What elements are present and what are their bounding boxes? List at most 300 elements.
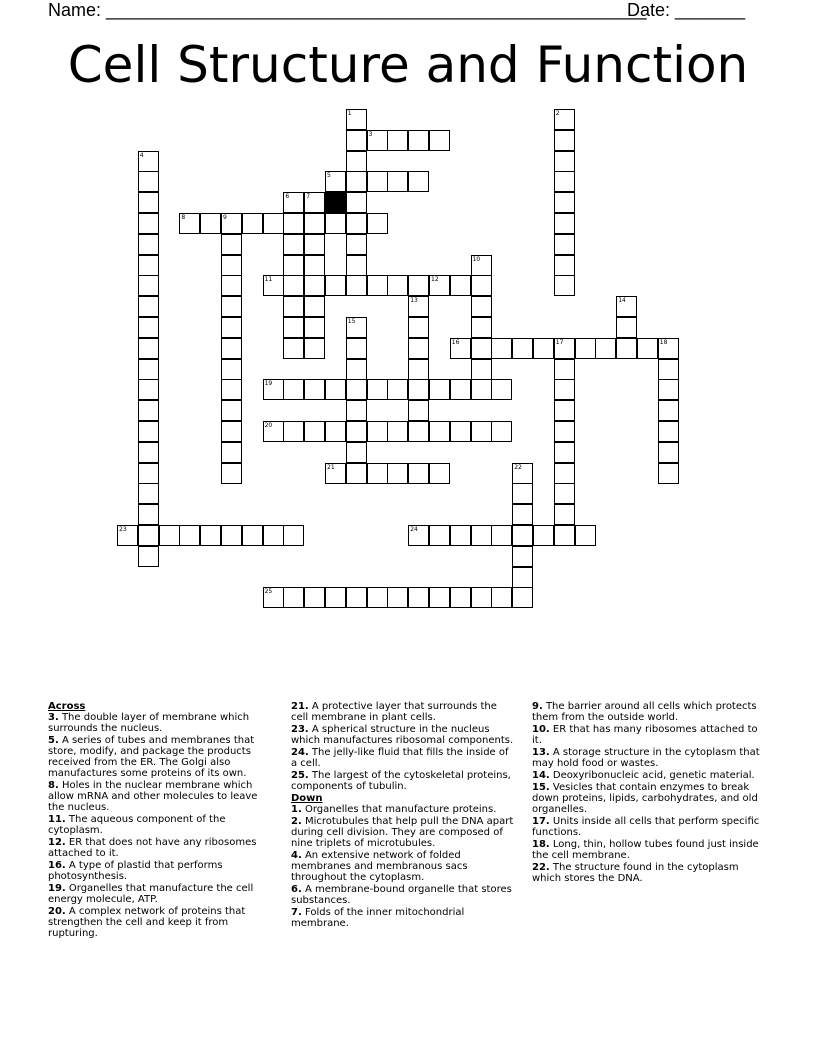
clue-number-label: 18. [532,839,550,850]
grid-cell[interactable] [325,379,346,400]
grid-cell[interactable] [387,587,408,608]
grid-cell[interactable] [471,525,492,546]
grid-cell[interactable] [325,463,346,484]
clue-number: 12 [431,276,439,284]
name-line: Name: ______________________________________________________ [48,0,647,20]
clue-number: 8 [181,214,186,221]
grid-cell[interactable] [304,213,325,234]
grid-cell[interactable] [387,379,408,400]
clue-text: Long, thin, hollow tubes found just inside the cell membrane. [532,839,759,861]
clue-number: 9 [223,214,227,221]
clue-number-label: 11. [48,814,66,825]
clues-column-1 [48,701,270,940]
grid-cell[interactable] [138,421,159,442]
clue-number: 20 [264,422,273,429]
clue [532,770,768,781]
clue [48,837,270,859]
clue-text: The largest of the cytoskeletal proteins, components of tubulin. [291,770,511,792]
grid-cell[interactable] [658,442,679,463]
clue [48,906,270,939]
grid-cell[interactable] [304,234,325,255]
grid-cell[interactable] [471,421,492,442]
grid-cell[interactable] [346,234,367,255]
clue-number-label: 17. [532,816,550,827]
clue-text: A spherical structure in the nucleus which manufactures ribosomal components. [291,724,514,746]
grid-cell[interactable] [325,171,346,192]
clue-number: 7 [306,193,311,201]
grid-cell[interactable] [554,525,575,546]
clue [291,816,517,849]
grid-cell[interactable] [554,255,575,276]
grid-cell[interactable] [200,213,221,234]
grid-cell[interactable] [221,463,242,484]
clue-number: 2 [555,110,560,117]
clue-number: 1 [347,110,352,117]
grid-cell[interactable] [512,567,533,588]
grid-cell[interactable] [346,171,367,192]
grid-cell[interactable] [429,463,450,484]
clue-text: The barrier around all cells which protects them from the outside world. [532,701,757,723]
clue [291,724,517,746]
grid-cell[interactable] [263,213,284,234]
grid-cell[interactable] [408,275,429,296]
clue-number: 21 [327,463,335,471]
grid-cell[interactable] [221,234,242,255]
clue-number-label: 24. [291,747,309,758]
grid-cell[interactable] [554,442,575,463]
grid-cell[interactable] [304,255,325,276]
grid-cell[interactable] [346,317,367,338]
grid-cell[interactable] [554,379,575,400]
grid-cell[interactable] [471,379,492,400]
clue-number: 24 [410,526,418,533]
grid-cell[interactable] [408,338,429,359]
grid-cell[interactable] [575,525,596,546]
grid-cell[interactable] [658,338,679,359]
clue-text: Vesicles that contain enzymes to break down proteins, lipids, carbohydrates, and old organelles. [532,782,758,815]
clue-text: The structure found in the cytoplasm which stores the DNA. [532,862,739,884]
clues-column-3 [532,701,768,885]
grid-cell[interactable] [283,213,304,234]
grid-cell[interactable] [138,213,159,234]
clue-text: The jelly-like fluid that fills the inside of a cell. [291,747,509,769]
page-title: Cell Structure and Function [67,36,749,94]
clue-text: A complex network of proteins that strengthen the cell and keep it from rupturing. [48,906,246,939]
grid-cell[interactable] [304,587,325,608]
grid-cell[interactable] [346,275,367,296]
grid-cell[interactable] [554,109,575,130]
grid-cell[interactable] [616,317,637,338]
grid-cell[interactable] [658,359,679,380]
grid-cell[interactable] [367,130,388,151]
grid-cell[interactable] [408,400,429,421]
grid-cell[interactable] [658,463,679,484]
grid-cell[interactable] [554,151,575,172]
clue-text: An extensive network of folded membranes and membranous sacs throughout the cytoplasm. [291,850,468,883]
clue [532,862,768,884]
clue-number: 18 [659,338,668,346]
clue-number: 6 [285,193,290,201]
grid-cell[interactable] [138,151,159,172]
grid-cell[interactable] [263,421,284,442]
grid-cell[interactable] [179,213,200,234]
clue [291,804,517,815]
grid-cell[interactable] [408,463,429,484]
grid-cell[interactable] [595,338,616,359]
grid-cell[interactable] [408,421,429,442]
grid-cell[interactable] [200,525,221,546]
grid-cell[interactable] [283,275,304,296]
grid-cell[interactable] [179,525,200,546]
grid-cell[interactable] [325,421,346,442]
clue-number: 19 [264,380,273,388]
grid-cell[interactable] [554,192,575,213]
grid-cell[interactable] [138,255,159,276]
grid-cell[interactable] [346,379,367,400]
clue-number-label: 16. [48,860,66,871]
grid-cell[interactable] [450,379,471,400]
clue-number-label: 5. [48,735,59,746]
grid-cell[interactable] [554,483,575,504]
clue-number: 4 [139,151,144,159]
clue-number: 16 [451,338,460,346]
grid-cell[interactable] [658,421,679,442]
grid-cell[interactable] [263,379,284,400]
grid-cell[interactable] [304,192,325,213]
grid-cell[interactable] [471,587,492,608]
grid-cell[interactable] [346,151,367,172]
grid-cell[interactable] [283,317,304,338]
grid-cell[interactable] [367,587,388,608]
grid-cell[interactable] [263,275,284,296]
grid-cell[interactable] [408,379,429,400]
clue [48,883,270,905]
grid-cell[interactable] [367,421,388,442]
grid-cell[interactable] [575,338,596,359]
clue-number-label: 14. [532,770,550,781]
grid-cell[interactable] [554,171,575,192]
clues-column-2 [291,701,517,930]
clue-number: 10 [472,255,481,263]
grid-cell[interactable] [554,421,575,442]
grid-cell[interactable] [138,546,159,567]
clue-text: ER that has many ribosomes attached to it. [532,724,758,746]
clue-number: 14 [618,297,626,305]
grid-cell[interactable] [471,338,492,359]
grid-cell[interactable] [512,504,533,525]
clue [532,782,768,815]
grid-cell[interactable] [367,275,388,296]
grid-cell[interactable] [346,192,367,213]
clue-number-label: 25. [291,770,309,781]
grid-cell[interactable] [450,275,471,296]
grid-cell[interactable] [512,463,533,484]
clue-number-label: 1. [291,804,302,815]
grid-cell[interactable] [429,130,450,151]
grid-cell[interactable] [387,275,408,296]
clue-text: A protective layer that surrounds the cell membrane in plant cells. [291,701,497,723]
grid-cell[interactable] [221,213,242,234]
grid-cell[interactable] [138,379,159,400]
grid-cell[interactable] [221,296,242,317]
grid-cell[interactable] [138,234,159,255]
grid-cell[interactable] [471,317,492,338]
clue-text: Organelles that manufacture proteins. [301,804,497,815]
grid-cell[interactable] [263,525,284,546]
clue-number-label: 6. [291,884,302,895]
clue-number: 17 [555,338,564,346]
grid-cell[interactable] [138,338,159,359]
grid-cell[interactable] [283,379,304,400]
grid-cell[interactable] [387,421,408,442]
grid-cell[interactable] [616,338,637,359]
grid-cell[interactable] [138,504,159,525]
grid-cell[interactable] [408,359,429,380]
clue [48,780,270,813]
grid-cell[interactable] [138,525,159,546]
grid-cell[interactable] [429,525,450,546]
grid-cell[interactable] [512,483,533,504]
grid-cell[interactable] [138,296,159,317]
grid-cell[interactable] [554,504,575,525]
grid-cell[interactable] [346,463,367,484]
grid-cell[interactable] [491,525,512,546]
grid-cell[interactable] [616,296,637,317]
grid-cell[interactable] [346,338,367,359]
grid-cell[interactable] [554,234,575,255]
grid-cell[interactable] [138,192,159,213]
grid-cell[interactable] [221,525,242,546]
clue [291,907,517,929]
clue-number: 15 [347,318,356,325]
clue-text: Holes in the nuclear membrane which allow mRNA and other molecules to leave the nucleus. [48,780,258,813]
grid-cell[interactable] [138,442,159,463]
grid-cell[interactable] [408,296,429,317]
clue-text: A storage structure in the cytoplasm that may hold food or wastes. [532,747,760,769]
grid-cell[interactable] [554,275,575,296]
grid-cell[interactable] [367,379,388,400]
grid-cell[interactable] [658,379,679,400]
grid-cell[interactable] [221,317,242,338]
grid-cell[interactable] [325,275,346,296]
clue-number-label: 4. [291,850,302,861]
grid-cell[interactable] [242,525,263,546]
clue-text: Deoxyribonucleic acid, genetic material. [549,770,755,781]
clue [532,839,768,861]
grid-cell[interactable] [471,255,492,276]
grid-cell[interactable] [304,379,325,400]
down-heading: Down [291,793,323,804]
clue-number-label: 21. [291,701,309,712]
grid-cell[interactable] [283,338,304,359]
clue-number-label: 19. [48,883,66,894]
grid-cell[interactable] [346,587,367,608]
clue-number-label: 13. [532,747,550,758]
clue-number: 23 [119,526,127,533]
clue [291,770,517,792]
clue-text: ER that does not have any ribosomes attached to it. [48,837,257,859]
grid-cell[interactable] [346,421,367,442]
clue-number-label: 22. [532,862,550,873]
grid-cell[interactable] [346,109,367,130]
grid-cell[interactable] [346,359,367,380]
grid-cell[interactable] [138,463,159,484]
grid-cell[interactable] [408,525,429,546]
grid-cell[interactable] [221,255,242,276]
clue-number-label: 3. [48,712,59,723]
grid-cell[interactable] [367,213,388,234]
grid-cell[interactable] [429,379,450,400]
grid-cell[interactable] [512,546,533,567]
grid-cell[interactable] [512,338,533,359]
grid-cell[interactable] [471,275,492,296]
grid-cell[interactable] [221,421,242,442]
grid-cell[interactable] [512,587,533,608]
grid-cell[interactable] [408,317,429,338]
grid-cell[interactable] [533,338,554,359]
clue [48,814,270,836]
clue-number: 11 [264,276,273,284]
grid-cell[interactable] [263,587,284,608]
grid-cell[interactable] [325,213,346,234]
clue-number-label: 2. [291,816,302,827]
grid-cell[interactable] [429,587,450,608]
grid-cell[interactable] [283,234,304,255]
grid-cell[interactable] [471,296,492,317]
grid-cell[interactable] [283,421,304,442]
clue-text: The aqueous component of the cytoplasm. [48,814,226,836]
grid-cell[interactable] [304,317,325,338]
grid-cell[interactable] [408,130,429,151]
grid-cell[interactable] [554,359,575,380]
grid-cell[interactable] [117,525,138,546]
grid-cell[interactable] [450,587,471,608]
grid-cell[interactable] [491,379,512,400]
across-heading: Across [48,701,86,712]
grid-cell[interactable] [346,255,367,276]
clue-list [48,712,270,939]
grid-cell[interactable] [554,400,575,421]
black-cell [325,192,346,213]
clue-number: 13 [410,297,418,305]
grid-cell[interactable] [346,400,367,421]
clue-list [291,804,517,929]
grid-cell[interactable] [491,338,512,359]
grid-cell[interactable] [283,192,304,213]
grid-cell[interactable] [387,463,408,484]
grid-cell[interactable] [283,525,304,546]
grid-cell[interactable] [637,338,658,359]
grid-cell[interactable] [221,400,242,421]
grid-cell[interactable] [283,296,304,317]
grid-cell[interactable] [450,525,471,546]
grid-cell[interactable] [283,587,304,608]
clue-number: 22 [514,463,522,471]
grid-cell[interactable] [138,275,159,296]
grid-cell[interactable] [138,171,159,192]
grid-cell[interactable] [450,338,471,359]
grid-cell[interactable] [429,275,450,296]
grid-cell[interactable] [221,379,242,400]
clue-number-label: 10. [532,724,550,735]
grid-cell[interactable] [221,275,242,296]
clue [48,735,270,779]
grid-cell[interactable] [221,442,242,463]
grid-cell[interactable] [138,400,159,421]
clue-text: Folds of the inner mitochondrial membrane. [291,907,465,929]
clue-text: A membrane-bound organelle that stores substances. [291,884,512,906]
grid-cell[interactable] [554,213,575,234]
clue-number: 5 [327,172,331,180]
grid-cell[interactable] [408,171,429,192]
grid-cell[interactable] [512,525,533,546]
grid-cell[interactable] [367,171,388,192]
clue-list [291,701,517,792]
grid-cell[interactable] [408,587,429,608]
grid-cell[interactable] [159,525,180,546]
clue-text: A type of plastid that performs photosynthesis. [48,860,223,882]
grid-cell[interactable] [304,296,325,317]
clue-number-label: 23. [291,724,309,735]
grid-cell[interactable] [387,130,408,151]
grid-cell[interactable] [346,442,367,463]
grid-cell[interactable] [221,359,242,380]
grid-cell[interactable] [554,130,575,151]
grid-cell[interactable] [138,317,159,338]
clue-number-label: 12. [48,837,66,848]
clue-number-label: 8. [48,780,59,791]
clue [291,850,517,883]
clue [291,747,517,769]
grid-cell[interactable] [658,400,679,421]
grid-cell[interactable] [387,171,408,192]
clue-number-label: 7. [291,907,302,918]
grid-cell[interactable] [533,525,554,546]
grid-cell[interactable] [346,130,367,151]
grid-cell[interactable] [554,463,575,484]
grid-cell[interactable] [304,421,325,442]
grid-cell[interactable] [304,275,325,296]
grid-cell[interactable] [429,421,450,442]
grid-cell[interactable] [138,359,159,380]
grid-cell[interactable] [242,213,263,234]
clue-number-label: 9. [532,701,543,712]
grid-cell[interactable] [491,587,512,608]
grid-cell[interactable] [221,338,242,359]
clue [48,860,270,882]
clue [532,724,768,746]
grid-cell[interactable] [471,359,492,380]
clue [291,701,517,723]
grid-cell[interactable] [367,463,388,484]
grid-cell[interactable] [346,213,367,234]
date-line: Date: _______ [627,0,746,20]
grid-cell[interactable] [304,338,325,359]
grid-cell[interactable] [138,483,159,504]
clue [532,747,768,769]
clue [532,816,768,838]
clue-text: Microtubules that help pull the DNA apart during cell division. They are composed of nine triplets of microtubules. [291,816,514,849]
clue-text: The double layer of membrane which surrounds the nucleus. [48,712,250,734]
grid-cell[interactable] [283,255,304,276]
clue [532,701,768,723]
grid-cell[interactable] [450,421,471,442]
grid-cell[interactable] [491,421,512,442]
clue-number: 25 [264,588,273,596]
grid-cell[interactable] [554,338,575,359]
clue [291,884,517,906]
grid-cell[interactable] [325,587,346,608]
